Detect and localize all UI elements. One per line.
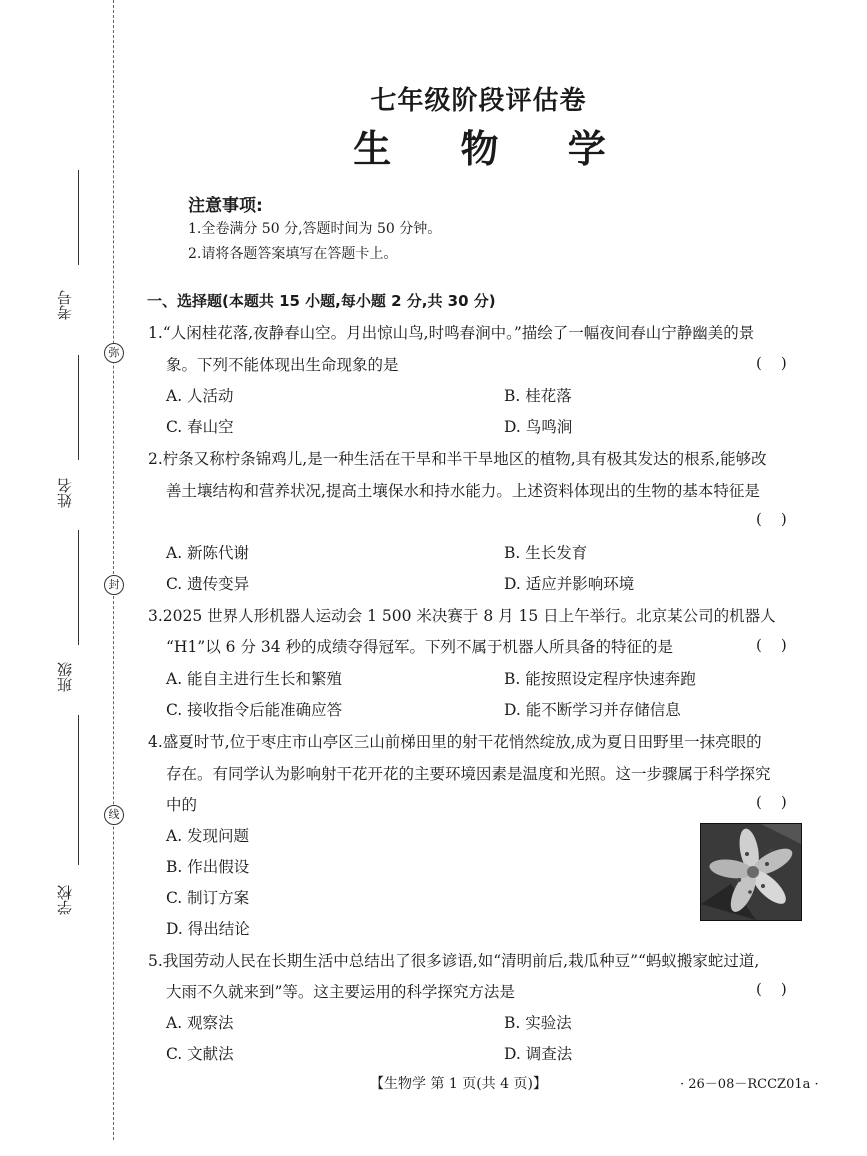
question-5-option-d: D. 调查法 — [504, 1045, 573, 1063]
paper-code: · 26－08－RCCZ01a · — [680, 1077, 819, 1092]
seal-mark-xian: 线 — [104, 805, 124, 825]
flower-photo — [700, 823, 802, 921]
question-4-option-b: B. 作出假设 — [166, 858, 250, 876]
exam-number-label: 考号 — [56, 290, 74, 320]
name-field-line — [78, 355, 79, 460]
question-1-option-c: C. 春山空 — [166, 418, 234, 436]
question-2-option-c: C. 遗传变异 — [166, 575, 250, 593]
question-2-line: 2.柠条又称柠条锦鸡儿,是一种生活在干旱和半干旱地区的植物,具有极其发达的根系,能够改 — [148, 450, 767, 468]
answer-paren: ( ) — [756, 636, 787, 654]
exam-number-field-line — [78, 170, 79, 265]
question-4-option-a: A. 发现问题 — [166, 827, 250, 845]
question-5-option-c: C. 文献法 — [166, 1045, 234, 1063]
question-5-option-b: B. 实验法 — [504, 1014, 572, 1032]
flower-illustration — [701, 824, 801, 920]
question-2-option-a: A. 新陈代谢 — [166, 544, 250, 562]
seal-mark-mi: 弥 — [104, 343, 124, 363]
notice-heading: 注意事项: — [188, 196, 263, 216]
class-label: 班级 — [56, 662, 74, 692]
question-4-option-c: C. 制订方案 — [166, 889, 250, 907]
question-5-line: 大雨不久就来到”等。这主要运用的科学探究方法是 — [166, 983, 515, 1001]
answer-paren: ( ) — [756, 354, 787, 372]
question-4-line: 中的 — [166, 796, 198, 814]
notice-item: 2.请将各题答案填写在答题卡上。 — [188, 246, 398, 262]
subject-title: 生 物 学 — [353, 127, 634, 171]
school-label: 学校 — [56, 885, 74, 915]
seal-mark-feng: 封 — [104, 575, 124, 595]
answer-paren: ( ) — [756, 980, 787, 998]
school-field-line — [78, 715, 79, 865]
question-3-option-d: D. 能不断学习并存储信息 — [504, 701, 681, 719]
question-4-line: 存在。有同学认为影响射干花开花的主要环境因素是温度和光照。这一步骤属于科学探究 — [166, 765, 771, 783]
exam-title: 七年级阶段评估卷 — [370, 86, 587, 116]
question-5-option-a: A. 观察法 — [166, 1014, 234, 1032]
section-heading: 一、选择题(本题共 15 小题,每小题 2 分,共 30 分) — [147, 292, 496, 310]
question-5-line: 5.我国劳动人民在长期生活中总结出了很多谚语,如“清明前后,栽瓜种豆”“蚂蚁搬家蛇过道, — [148, 952, 760, 970]
question-3-option-c: C. 接收指令后能准确应答 — [166, 701, 343, 719]
question-3-option-b: B. 能按照设定程序快速奔跑 — [504, 670, 696, 688]
question-2-option-d: D. 适应并影响环境 — [504, 575, 635, 593]
page-footer: 【生物学 第 1 页(共 4 页)】 — [370, 1076, 547, 1092]
question-2-line: 善土壤结构和营养状况,提高土壤保水和持水能力。上述资料体现出的生物的基本特征是 — [166, 482, 760, 500]
question-1-option-b: B. 桂花落 — [504, 387, 572, 405]
question-3-option-a: A. 能自主进行生长和繁殖 — [166, 670, 343, 688]
answer-paren: ( ) — [756, 510, 787, 528]
class-field-line — [78, 530, 79, 645]
name-label: 姓名 — [56, 478, 74, 508]
question-4-option-d: D. 得出结论 — [166, 920, 250, 938]
question-3-line: “H1”以 6 分 34 秒的成绩夺得冠军。下列不属于机器人所具备的特征的是 — [166, 638, 674, 656]
question-3-line: 3.2025 世界人形机器人运动会 1 500 米决赛于 8 月 15 日上午举行。北京某公司的机器人 — [148, 607, 776, 625]
notice-item: 1.全卷满分 50 分,答题时间为 50 分钟。 — [188, 221, 442, 237]
question-4-line: 4.盛夏时节,位于枣庄市山亭区三山前梯田里的射干花悄然绽放,成为夏日田野里一抹亮眼的 — [148, 733, 762, 751]
question-1-line: 象。下列不能体现出生命现象的是 — [166, 356, 399, 374]
answer-paren: ( ) — [756, 793, 787, 811]
question-1-line: 1.“人闲桂花落,夜静春山空。月出惊山鸟,时鸣春涧中。”描绘了一幅夜间春山宁静幽美的景 — [148, 324, 755, 342]
question-1-option-d: D. 鸟鸣涧 — [504, 418, 573, 436]
question-1-option-a: A. 人活动 — [166, 387, 234, 405]
question-2-option-b: B. 生长发育 — [504, 544, 588, 562]
